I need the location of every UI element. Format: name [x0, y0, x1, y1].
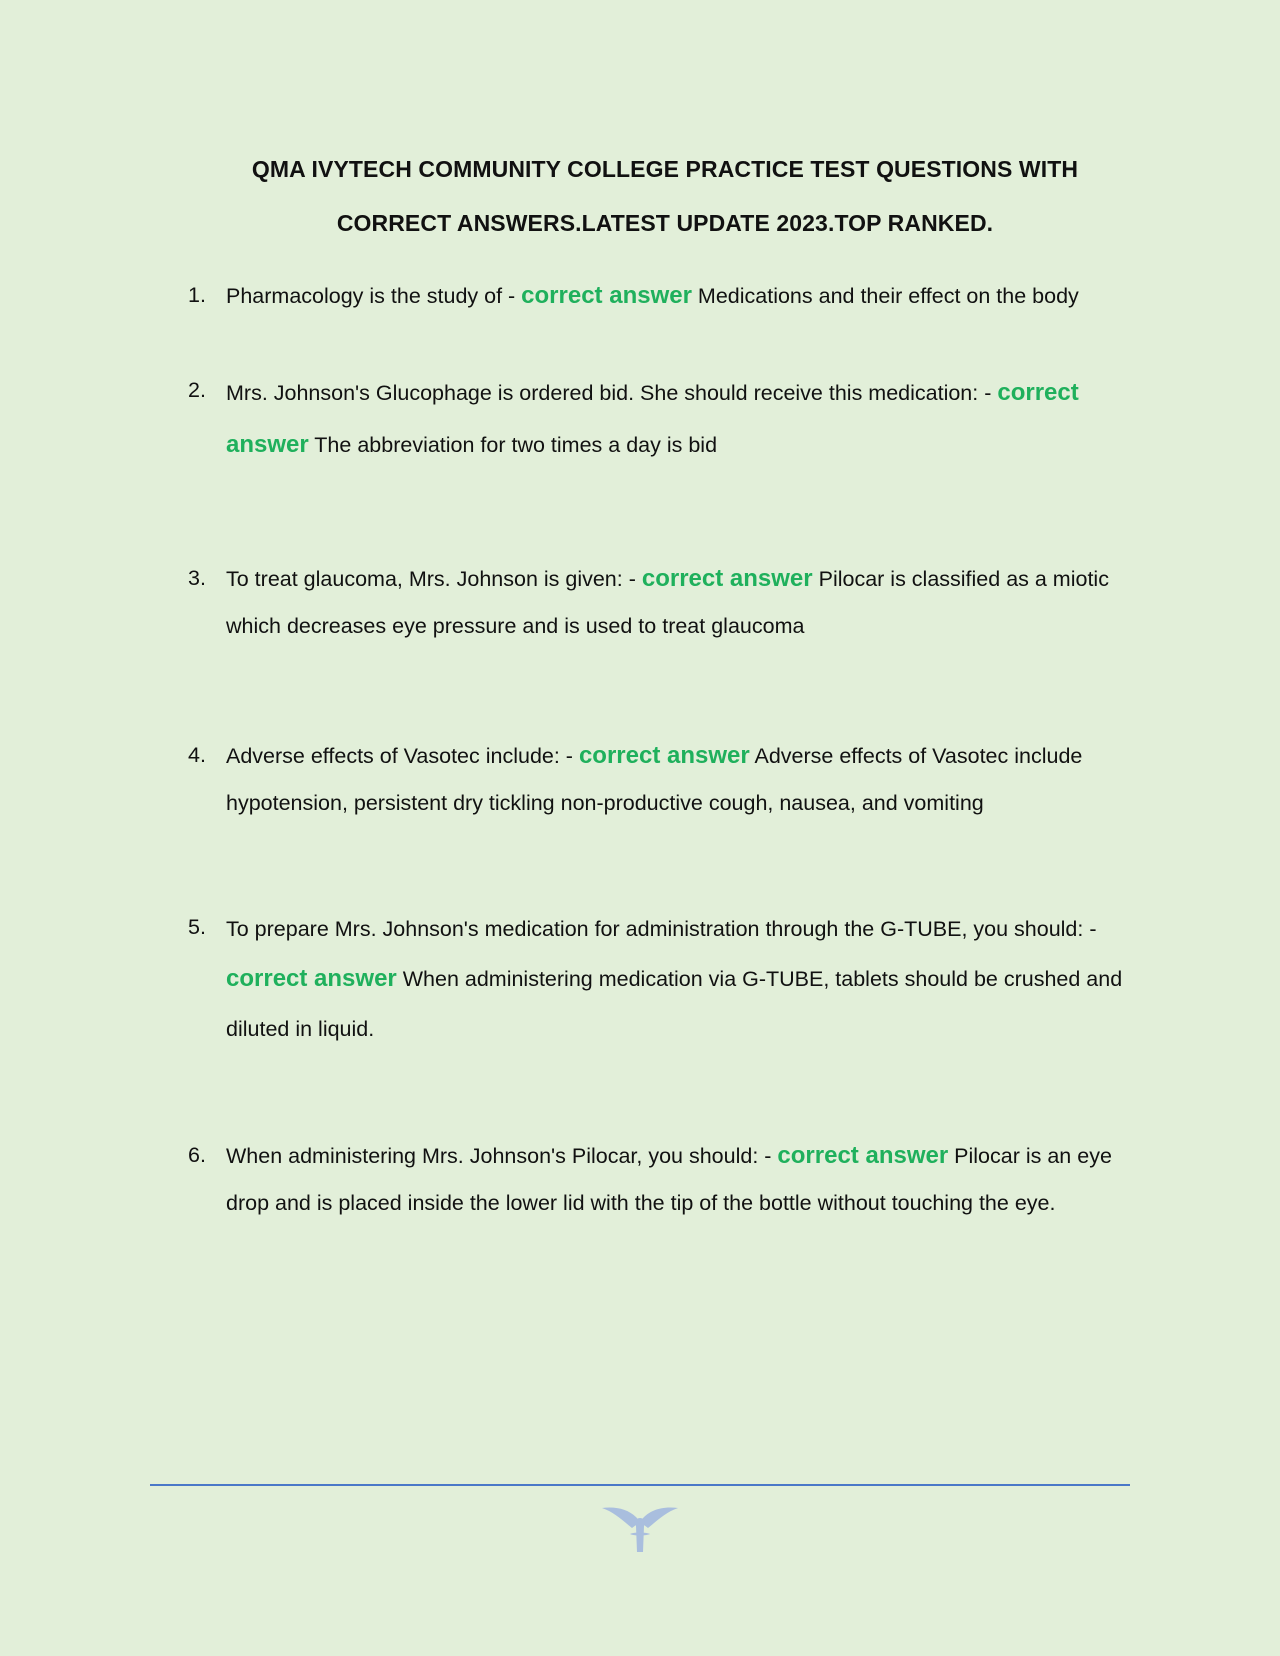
- correct-answer-label: correct answer: [578, 742, 750, 769]
- question-number: 4.: [188, 743, 206, 767]
- question-item-6: [188, 1132, 1128, 1227]
- question-item-4: [188, 732, 1128, 827]
- question-item-3: [188, 555, 1128, 650]
- answer-text: The abbreviation for two times a day is bid: [308, 433, 718, 457]
- title-line-2: CORRECT ANSWERS.LATEST UPDATE 2023.TOP RANKED.: [336, 210, 994, 236]
- question-number: 6.: [188, 1143, 206, 1167]
- answer-text: Pilocar is an eye drop and is placed inside the lower lid with the tip of the bottle without touching the eye.: [226, 1144, 1112, 1215]
- question-text: To treat glaucoma, Mrs. Johnson is given: -: [226, 567, 642, 591]
- correct-answer-label: correct answer: [641, 565, 813, 592]
- question-text: Mrs. Johnson's Glucophage is ordered bid. She should receive this medication: -: [226, 381, 998, 405]
- correct-answer-label: correct answer: [521, 282, 692, 309]
- question-number: 3.: [188, 566, 206, 590]
- bird-logo-icon: [600, 1502, 680, 1554]
- question-number: 1.: [188, 283, 206, 307]
- document-title: [150, 142, 1180, 250]
- answer-text: Medications and their effect on the body: [691, 284, 1079, 308]
- answer-text: Pilocar is classified as a miotic which decreases eye pressure and is used to treat glaucoma: [226, 567, 1109, 638]
- footer-divider: [150, 1484, 1130, 1486]
- correct-answer-label: correct answer: [226, 379, 1079, 458]
- question-item-1: [188, 272, 1128, 320]
- question-text: To prepare Mrs. Johnson's medication for administration through the G-TUBE, you should: -: [226, 917, 1097, 941]
- answer-text: When administering medication via G-TUBE, tablets should be crushed and diluted in liquid.: [226, 967, 1123, 1041]
- question-number: 5.: [188, 915, 206, 939]
- question-item-5: [188, 904, 1128, 1054]
- question-text: Adverse effects of Vasotec include: -: [226, 744, 579, 768]
- question-text: Pharmacology is the study of -: [226, 284, 522, 308]
- title-line-1: QMA IVYTECH COMMUNITY COLLEGE PRACTICE TEST QUESTIONS WITH: [251, 156, 1079, 182]
- correct-answer-label: correct answer: [226, 965, 397, 992]
- question-number: 2.: [188, 378, 206, 402]
- question-text: When administering Mrs. Johnson's Pilocar, you should: -: [226, 1144, 778, 1168]
- question-item-2: [188, 367, 1128, 471]
- answer-text: Adverse effects of Vasotec include hypotension, persistent dry tickling non-productive cough, nausea, and vomiting: [226, 744, 1083, 815]
- correct-answer-label: correct answer: [777, 1142, 949, 1169]
